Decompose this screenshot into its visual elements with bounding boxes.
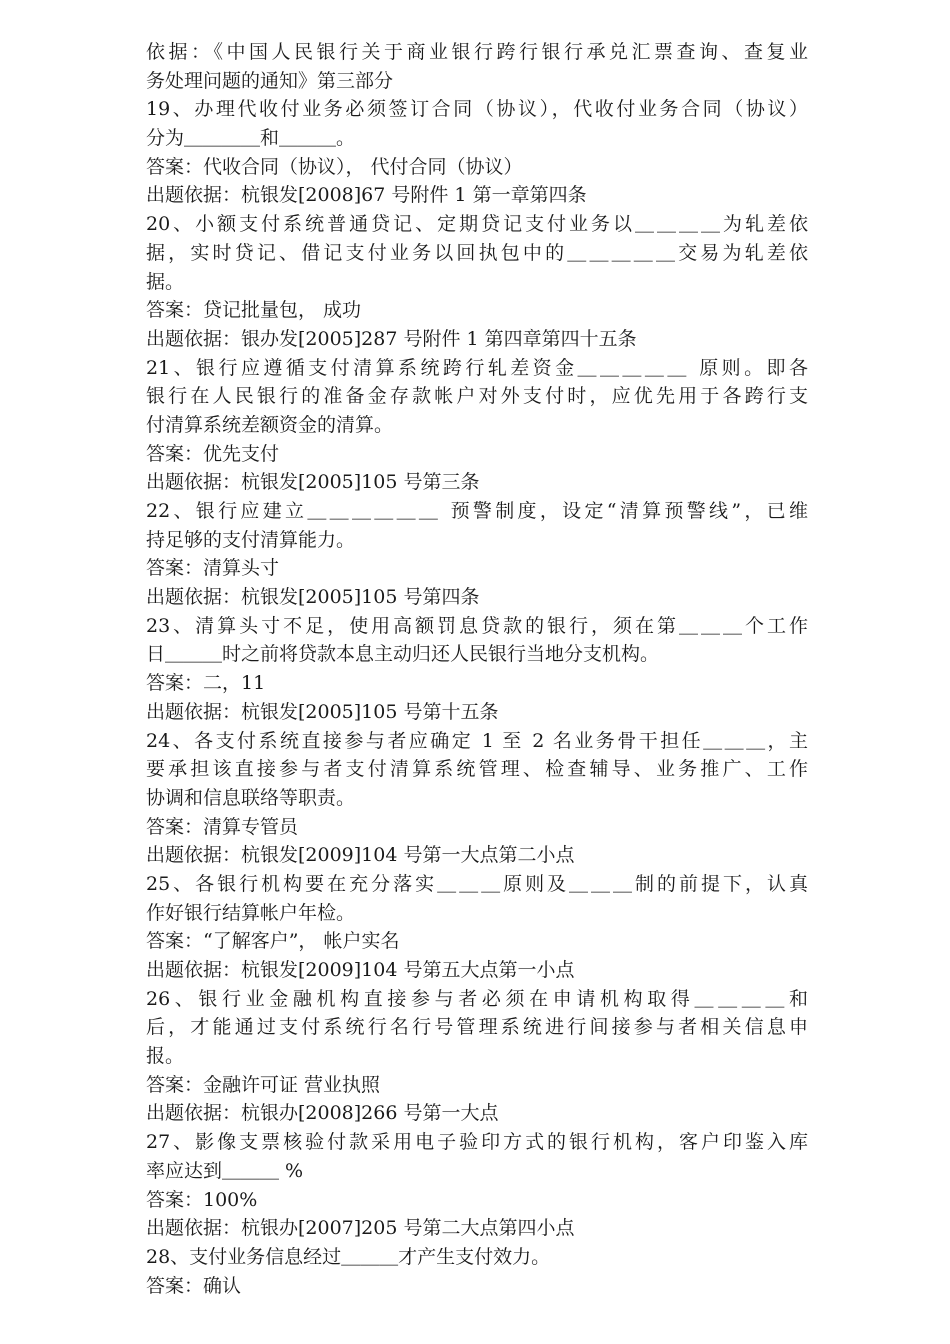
text-line: 答案：金融许可证 营业执照 [146, 1073, 381, 1096]
text-line: 答案：二，11 [146, 672, 266, 695]
text-line: 日＿＿＿时之前将贷款本息主动归还人民银行当地分支机构。 [146, 643, 660, 666]
text-line: 作好银行结算帐户年检。 [146, 901, 356, 924]
text-line: 出题依据：银办发[2005]287 号附件 1 第四章第四十五条 [146, 327, 637, 350]
text-line: 后，才能通过支付系统行名行号管理系统进行间接参与者相关信息申 [146, 1016, 808, 1039]
text-line: 出题依据：杭银发[2005]105 号第十五条 [146, 700, 499, 723]
text-line: 出题依据：杭银办[2008]266 号第一大点 [146, 1102, 499, 1125]
text-line: 出题依据：杭银办[2007]205 号第二大点第四小点 [146, 1217, 575, 1240]
text-line: 22、银行应建立＿＿＿＿＿＿ 预警制度，设定“清算预警线”，已维 [146, 500, 808, 522]
text-line: 答案：清算头寸 [146, 557, 280, 580]
text-line: 出题依据：杭银发[2005]105 号第三条 [146, 471, 480, 494]
text-line: 出题依据：杭银发[2008]67 号附件 1 第一章第四条 [146, 184, 587, 207]
text-line: 出题依据：杭银发[2009]104 号第一大点第二小点 [146, 844, 575, 867]
text-line: 28、支付业务信息经过＿＿＿才产生支付效力。 [146, 1245, 551, 1268]
text-line: 报。 [146, 1045, 185, 1068]
text-line: 出题依据：杭银发[2005]105 号第四条 [146, 586, 480, 609]
document-page [146, 38, 808, 1300]
text-line: 据。 [146, 270, 185, 293]
text-line: 答案：“了解客户”， 帐户实名 [146, 930, 400, 953]
text-line: 率应达到＿＿＿ % [146, 1159, 304, 1182]
text-line: 答案：贷记批量包， 成功 [146, 299, 362, 322]
text-line: 答案：确认 [146, 1274, 242, 1297]
text-line: 出题依据：杭银发[2009]104 号第五大点第一小点 [146, 959, 575, 981]
text-line: 协调和信息联络等职责。 [146, 786, 356, 809]
text-line: 答案：清算专管员 [146, 815, 299, 838]
text-line: 务处理问题的通知》第三部分 [146, 69, 394, 92]
text-line: 19、办理代收付业务必须签订合同（协议），代收付业务合同（协议） [146, 98, 808, 121]
text-line: 26、银行业金融机构直接参与者必须在申请机构取得＿＿＿＿和 [146, 987, 808, 1010]
text-line: 23、清算头寸不足，使用高额罚息贷款的银行，须在第＿＿＿个工作 [146, 614, 808, 637]
text-line: 25、各银行机构要在充分落实＿＿＿原则及＿＿＿制的前提下，认真 [146, 872, 808, 895]
text-line: 答案：100% [146, 1188, 258, 1211]
text-line: 24、各支付系统直接参与者应确定 1 至 2 名业务骨干担任＿＿＿，主 [146, 729, 808, 752]
text-line: 据，实时贷记、借记支付业务以回执包中的＿＿＿＿＿交易为轧差依 [146, 241, 808, 264]
text-line: 21、银行应遵循支付清算系统跨行轧差资金＿＿＿＿＿ 原则。即各 [146, 356, 808, 379]
text-line: 27、影像支票核验付款采用电子验印方式的银行机构，客户印鉴入库 [146, 1131, 808, 1154]
text-line: 答案：优先支付 [146, 442, 280, 465]
text-line: 20、小额支付系统普通贷记、定期贷记支付业务以＿＿＿＿为轧差依 [146, 213, 808, 236]
text-line: 分为＿＿＿＿和＿＿＿。 [146, 127, 356, 150]
text-line: 付清算系统差额资金的清算。 [146, 413, 394, 436]
text-line: 依据：《中国人民银行关于商业银行跨行银行承兑汇票查询、查复业 [146, 41, 808, 63]
text-line: 要承担该直接参与者支付清算系统管理、检查辅导、业务推广、工作 [146, 758, 808, 781]
text-line: 银行在人民银行的准备金存款帐户对外支付时，应优先用于各跨行支 [146, 385, 808, 408]
text-line: 持足够的支付清算能力。 [146, 528, 356, 551]
text-line: 答案：代收合同（协议）， 代付合同（协议） [146, 155, 523, 178]
